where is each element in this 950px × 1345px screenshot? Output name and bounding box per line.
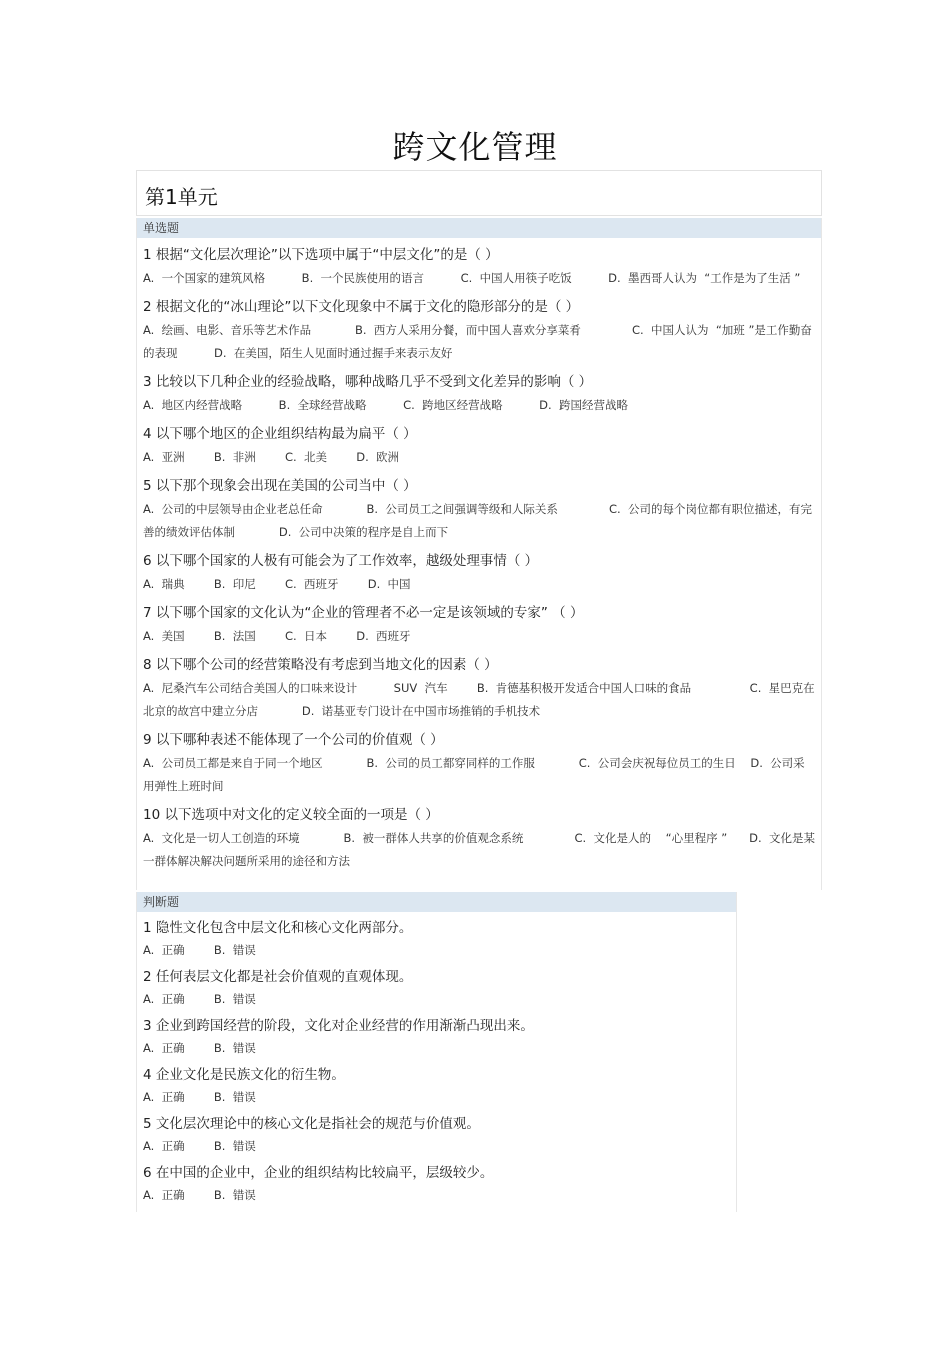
question-options: A. 地区内经营战略 B. 全球经营战略 C. 跨地区经营战略 D. 跨国经营战略	[143, 398, 628, 412]
question-text: 7 以下哪个国家的文化认为“企业的管理者不必一定是该领域的专家” （ ）	[143, 605, 584, 621]
question-text: 5 以下那个现象会出现在美国的公司当中（ ）	[143, 478, 417, 494]
question-options: A. 一个国家的建筑风格 B. 一个民族使用的语言 C. 中国人用筷子吃饭 D. 墨西哥人认为 “工作是为了生活 ”	[143, 271, 801, 285]
question-options: A. 亚洲 B. 非洲 C. 北美 D. 欧洲	[143, 450, 400, 464]
single-choice-section	[136, 218, 822, 890]
true-false-header: 判断题	[137, 892, 736, 912]
question-text: 8 以下哪个公司的经营策略没有考虑到当地文化的因素（ ）	[143, 657, 498, 673]
question-text: 1 根据“文化层次理论”以下选项中属于“中层文化”的是（ ）	[143, 247, 499, 263]
question-text: 6 以下哪个国家的人极有可能会为了工作效率，越级处理事情（ ）	[143, 553, 539, 569]
question-text: 4 以下哪个地区的企业组织结构最为扁平（ ）	[143, 426, 417, 442]
question-options: A. 正确 B. 错误	[143, 943, 256, 957]
question-options: A. 正确 B. 错误	[143, 1139, 256, 1153]
single-choice-header: 单选题	[137, 218, 821, 238]
unit-header	[136, 170, 822, 216]
question-text: 10 以下选项中对文化的定义较全面的一项是（ ）	[143, 807, 439, 823]
question-text: 5 文化层次理论中的核心文化是指社会的规范与价值观。	[143, 1116, 480, 1132]
question-options: A. 正确 B. 错误	[143, 992, 256, 1006]
question-options: A. 公司的中层领导由企业老总任命 B. 公司员工之间强调等级和人际关系 C. 公司的每个岗位都有职位描述，有完善的绩效评估体制 D. 公司中决策的程序是自上而下	[143, 502, 813, 539]
question-options: A. 正确 B. 错误	[143, 1041, 256, 1055]
question-text: 3 企业到跨国经营的阶段，文化对企业经营的作用渐渐凸现出来。	[143, 1018, 534, 1034]
question-options: A. 文化是一切人工创造的环境 B. 被一群体人共享的价值观念系统 C. 文化是人的 “心里程序 ” D. 文化是某一群体解决解决问题所采用的途径和方法	[143, 831, 815, 868]
question-options: A. 正确 B. 错误	[143, 1188, 256, 1202]
true-false-section	[136, 892, 737, 1212]
unit-title: 第1单元	[145, 185, 218, 209]
question-text: 4 企业文化是民族文化的衍生物。	[143, 1067, 345, 1083]
question-text: 6 在中国的企业中，企业的组织结构比较扁平，层级较少。	[143, 1165, 494, 1181]
question-options: A. 绘画、电影、音乐等艺术作品 B. 西方人采用分餐，而中国人喜欢分享菜肴 C. 中国人认为 “加班 ”是工作勤奋的表现 D. 在美国，陌生人见面时通过握手来表示友好	[143, 323, 812, 360]
question-options: A. 瑞典 B. 印尼 C. 西班牙 D. 中国	[143, 577, 411, 591]
question-text: 9 以下哪种表述不能体现了一个公司的价值观（ ）	[143, 732, 444, 748]
question-options: A. 公司员工都是来自于同一个地区 B. 公司的员工都穿同样的工作服 C. 公司会庆祝每位员工的生日 D. 公司采用弹性上班时间	[143, 756, 805, 793]
document-title: 跨文化管理	[392, 128, 558, 166]
question-options: A. 美国 B. 法国 C. 日本 D. 西班牙	[143, 629, 411, 643]
question-text: 1 隐性文化包含中层文化和核心文化两部分。	[143, 920, 413, 936]
question-text: 2 任何表层文化都是社会价值观的直观体现。	[143, 969, 413, 985]
question-text: 3 比较以下几种企业的经验战略，哪种战略几乎不受到文化差异的影响（ ）	[143, 374, 593, 390]
question-options: A. 尼桑汽车公司结合美国人的口味来设计 SUV 汽车 B. 肯德基积极开发适合中国人口味的食品 C. 星巴克在北京的故宫中建立分店 D. 诺基亚专门设计在中国市场推销的手机技术	[143, 681, 815, 718]
question-options: A. 正确 B. 错误	[143, 1090, 256, 1104]
question-text: 2 根据文化的“冰山理论”以下文化现象中不属于文化的隐形部分的是（ ）	[143, 299, 580, 315]
